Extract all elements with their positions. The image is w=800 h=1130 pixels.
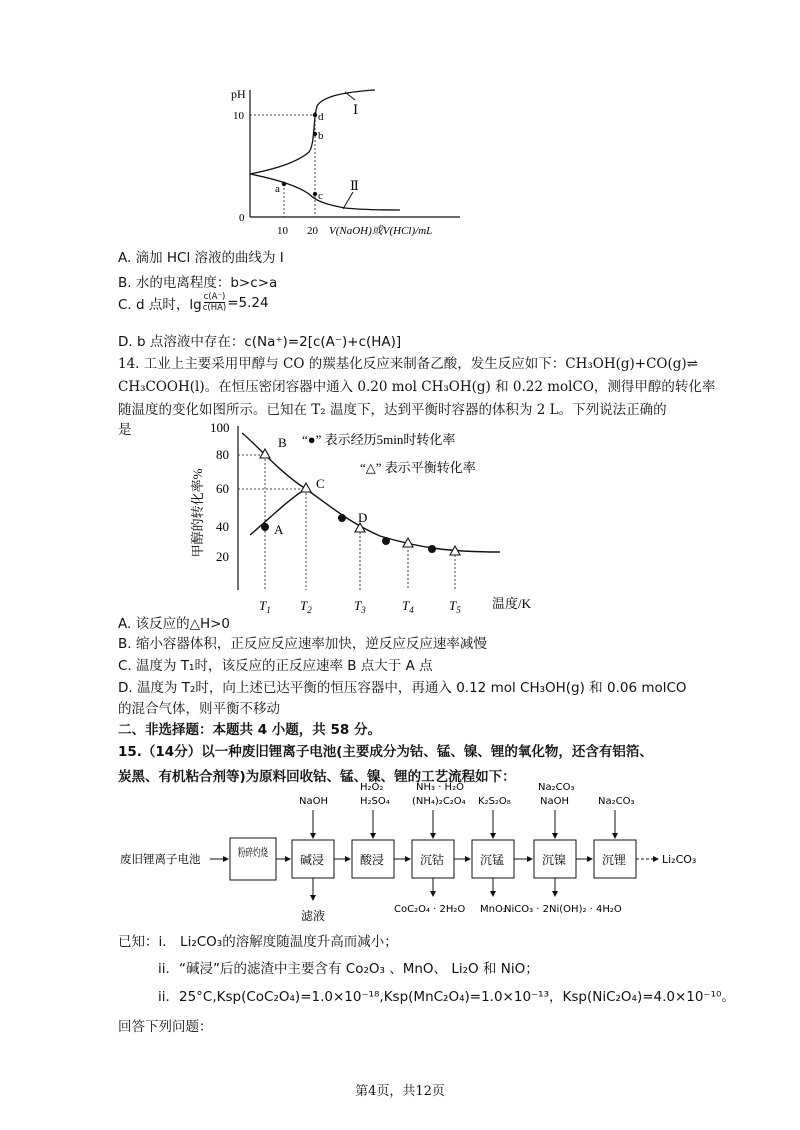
legend-5min: “●” 表示经历5min时转化率	[302, 432, 456, 447]
q13-option-d: D. b 点溶液中存在：c(Na⁺)=2[c(A⁻)+c(HA)]	[118, 334, 402, 350]
reagent-suanjin-1: H₂O₂	[360, 782, 384, 793]
point-c	[313, 192, 317, 196]
label-B: B	[278, 435, 287, 450]
step-chenli	[594, 840, 636, 878]
label-D: D	[358, 510, 368, 525]
q14-option-a: A. 该反应的△H>0	[118, 616, 231, 632]
y-tick-80: 80	[216, 447, 229, 462]
point-c-label: c	[318, 190, 323, 202]
y-axis-label: pH	[231, 87, 246, 101]
svg-text:粉碎灼烧: 粉碎灼烧	[238, 846, 282, 859]
label-C: C	[316, 476, 325, 491]
product-chenmeng: MnO₂	[480, 904, 507, 915]
point-a-label: a	[275, 183, 280, 195]
reagent-chenmeng: K₂S₂O₈	[478, 796, 511, 807]
known-ii: ii．“碱浸”后的滤渣中主要含有 Co₂O₃ 、MnO、 Li₂O 和 NiO；	[158, 961, 539, 977]
q14-option-b: B. 缩小容器体积，正反应反应速率加快，逆反应反应速率减慢	[118, 636, 487, 652]
svg-text:沉钴: 沉钴	[420, 853, 445, 867]
marker-A	[261, 523, 269, 531]
marker-5min-T5	[428, 545, 436, 553]
step-chengu	[412, 840, 454, 878]
svg-text:沉锰: 沉锰	[480, 853, 505, 867]
q13-fraction	[203, 292, 227, 313]
q14-option-d-line1: D. 温度为 T₂时，向上述已达平衡的恒压容器中，再通入 0.12 mol CH₃OH(g) 和 0.06 molCO	[118, 680, 687, 696]
x-axis-label: V(NaOH)或V(HCl)/mL	[329, 225, 433, 237]
y-tick-0: 0	[239, 212, 245, 224]
q13-option-c	[118, 292, 269, 313]
reagent-chennie-1: Na₂CO₃	[538, 782, 575, 793]
step-chennie	[534, 840, 576, 878]
y-tick-40: 40	[216, 519, 229, 534]
y-axis-label: 甲醇的转化率%	[190, 468, 205, 558]
svg-text:沉镍: 沉镍	[542, 853, 567, 867]
curve-1-label: Ⅰ	[353, 102, 359, 117]
label-A: A	[274, 522, 284, 537]
x-axis-label: 温度/K	[492, 596, 532, 611]
point-a	[282, 182, 286, 186]
curve-2-label: Ⅱ	[350, 178, 359, 193]
reagent-chengu-1: NH₃ · H₂O	[416, 782, 464, 793]
q14-stem-line2: CH₃COOH(l)。在恒压密闭容器中通入 0.20 mol CH₃OH(g) 和 0.22 molCO，测得甲醇的转化率	[118, 379, 716, 395]
y-tick-10: 10	[233, 110, 244, 122]
marker-5min-T3	[338, 514, 346, 522]
q14-option-d-line2: 的混合气体，则平衡不移动	[118, 701, 280, 717]
product-chennie: NiCO₃ · 2Ni(OH)₂ · 4H₂O	[504, 904, 622, 915]
known-i: 已知：i． Li₂CO₃的溶解度随温度升高而减小；	[118, 934, 398, 950]
product-chengu: CoC₂O₄ · 2H₂O	[394, 904, 466, 915]
curve-2	[250, 174, 400, 210]
step-fensui	[230, 838, 282, 880]
reagent-chenli: Na₂CO₃	[598, 796, 635, 807]
flow-end: Li₂CO₃	[662, 853, 697, 866]
reagent-suanjin-2: H₂SO₄	[360, 796, 390, 807]
x-tick-20: 20	[307, 225, 318, 237]
q14-conversion-chart	[180, 418, 580, 618]
svg-text:碱浸: 碱浸	[300, 853, 325, 867]
step-suanjin	[352, 840, 394, 878]
q13-fraction-num: c(A⁻)	[203, 292, 226, 302]
q13-option-c-suffix: =5.24	[227, 294, 269, 311]
y-tick-60: 60	[216, 481, 229, 496]
x-tick-T1: $T_1$	[259, 598, 271, 615]
svg-text:沉锂: 沉锂	[602, 853, 627, 867]
point-d-label: d	[318, 111, 324, 123]
known-iii: ii．25°C,Ksp(CoC₂O₄)=1.0×10⁻¹⁸,Ksp(MnC₂O₄)=1.0×10⁻¹³，Ksp(NiC₂O₄)=4.0×10⁻¹⁰。	[158, 989, 735, 1005]
marker-5min-T4	[382, 537, 390, 545]
product-jianjin: 滤液	[301, 909, 326, 923]
reagent-jianjin: NaOH	[299, 796, 328, 807]
q14-stem-line1: 14. 工业上主要采用甲醇与 CO 的羰基化反应来制备乙酸，发生反应如下：CH₃OH(g)+CO(g)⇌	[118, 356, 698, 372]
flow-start: 废旧锂离子电池	[120, 852, 201, 866]
point-d	[313, 113, 317, 117]
section-2-heading: 二、非选择题：本题共 4 小题，共 58 分。	[118, 722, 381, 738]
q13-option-a: A. 滴加 HCl 溶液的曲线为 Ⅰ	[118, 250, 284, 266]
y-tick-100: 100	[210, 420, 230, 435]
q15-stem-line1: 15.（14分）以一种废旧锂离子电池(主要成分为钴、锰、镍、锂的氧化物，还含有铝箔、	[118, 744, 653, 760]
curve-2-label-leader	[343, 192, 353, 209]
point-b	[313, 132, 317, 136]
q13-option-b: B. 水的电离程度：b>c>a	[118, 275, 278, 291]
x-tick-T4: $T_4$	[402, 598, 414, 615]
q13-fraction-den: c(HA)	[202, 303, 227, 313]
point-b-label: b	[318, 130, 324, 142]
step-chenmeng	[472, 840, 514, 878]
x-tick-T5: $T_5$	[449, 598, 461, 615]
q14-option-c: C. 温度为 T₁时，该反应的正反应速率 B 点大于 A 点	[118, 658, 433, 674]
q14-stem-line3: 随温度的变化如图所示。已知在 T₂ 温度下，达到平衡时容器的体积为 2 L。下列说法正确的	[118, 402, 667, 418]
y-tick-20: 20	[216, 549, 229, 564]
q14-stem-line4: 是	[118, 422, 132, 438]
y-ticks	[210, 420, 230, 564]
q13-titration-chart	[225, 82, 475, 242]
x-tick-T2: $T_2$	[300, 598, 312, 615]
q13-option-c-prefix: C. d 点时，lg	[118, 296, 202, 313]
x-tick-10: 10	[277, 225, 288, 237]
answer-prompt: 回答下列问题：	[118, 1019, 213, 1035]
x-tick-T3: $T_3$	[354, 598, 366, 615]
reagent-chennie-2: NaOH	[540, 796, 569, 807]
reagent-chengu-2: (NH₄)₂C₂O₄	[412, 796, 466, 807]
step-jianjin	[292, 840, 334, 878]
page-footer: 第4页，共12页	[355, 1084, 445, 1099]
svg-text:酸浸: 酸浸	[360, 853, 385, 867]
q15-stem-line2: 炭黑、有机粘合剂等)为原料回收钴、锰、镍、锂的工艺流程如下：	[118, 769, 516, 785]
legend-equilibrium: “△” 表示平衡转化率	[360, 460, 476, 475]
process-flow-diagram	[118, 780, 718, 925]
